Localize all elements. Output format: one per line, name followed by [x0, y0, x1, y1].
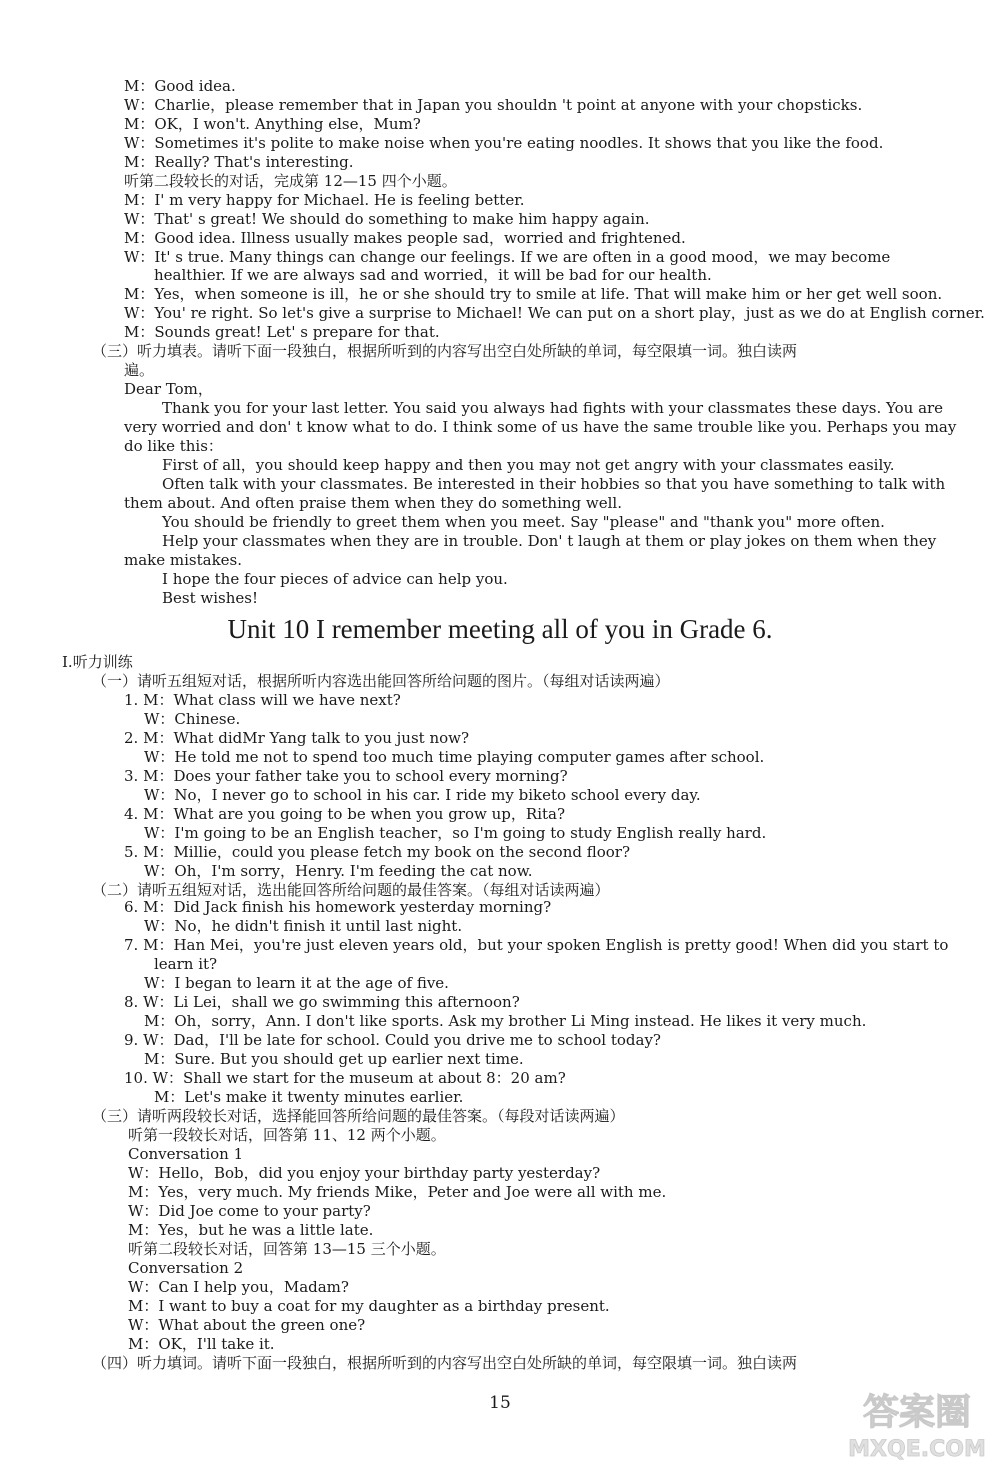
text-line: First of all，you should keep happy and then you may not get angry with your classmates easily. [162, 456, 895, 474]
text-line: 7. M：Han Mei，you're just eleven years old，but your spoken English is pretty good! When did you start to [124, 936, 949, 954]
text-line: M：OK，I'll take it. [128, 1335, 275, 1353]
text-line: 听第一段较长对话，回答第 11、12 两个小题。 [128, 1126, 446, 1144]
text-line: W：I'm going to be an English teacher，so I'm going to study English really hard. [144, 824, 767, 842]
text-line: M：Yes，very much. My friends Mike，Peter and Joe were all with me. [128, 1183, 667, 1201]
text-line: 9. W：Dad，I'll be late for school. Could you drive me to school today? [124, 1031, 661, 1049]
text-line: 遍。 [124, 361, 155, 379]
text-line: 2. M：What didMr Yang talk to you just now? [124, 729, 470, 747]
text-line: （四）听力填词。请听下面一段独白，根据所听到的内容写出空白处所缺的单词，每空限填一词。独白读两 [92, 1354, 798, 1372]
text-line: Thank you for your last letter. You said you always had fights with your classmates these days. You are [162, 399, 944, 417]
text-line: them about. And often praise them when they do something well. [124, 494, 622, 512]
text-line: very worried and don' t know what to do. I think some of us have the same trouble like you. Perhaps you may [124, 418, 957, 436]
text-line: W：No，he didn't finish it until last night. [144, 917, 463, 935]
text-line: W：You' re right. So let's give a surprise to Michael! We can put on a short play，just as we do at English corner. [124, 304, 985, 322]
text-line: W：Can I help you，Madam? [128, 1278, 349, 1296]
text-line: 听第二段较长的对话，完成第 12—15 四个小题。 [124, 172, 457, 190]
watermark-logo-glyphs: 答案圈 [862, 1392, 972, 1433]
text-line: 6. M：Did Jack finish his homework yesterday morning? [124, 898, 552, 916]
text-line: 1. M：What class will we have next? [124, 691, 401, 709]
text-line: （三）听力填表。请听下面一段独白，根据所听到的内容写出空白处所缺的单词，每空限填一词。独白读两 [92, 342, 798, 360]
text-line: I hope the four pieces of advice can help you. [162, 570, 508, 588]
text-line: W：It' s true. Many things can change our feelings. If we are often in a good mood，we may become [124, 248, 891, 266]
text-line: Dear Tom， [124, 380, 213, 398]
text-line: M：Yes，but he was a little late. [128, 1221, 374, 1239]
text-line: W：Charlie，please remember that in Japan you shouldn 't point at anyone with your chopsticks. [124, 96, 863, 114]
text-line: W：That' s great! We should do something to make him happy again. [124, 210, 650, 228]
text-line: M：Good idea. [124, 77, 236, 95]
text-line: M：Good idea. Illness usually makes people sad，worried and frightened. [124, 229, 686, 247]
text-line: You should be friendly to greet them when you meet. Say "please" and "thank you" more often. [162, 513, 885, 531]
text-line: Help your classmates when they are in trouble. Don' t laugh at them or play jokes on them when they [162, 532, 937, 550]
text-line: Best wishes! [162, 589, 258, 607]
unit-title: Unit 10 I remember meeting all of you in Grade 6. [227, 614, 773, 644]
text-line: （一）请听五组短对话，根据所听内容选出能回答所给问题的图片。（每组对话读两遍） [92, 672, 670, 690]
text-line: W：Did Joe come to your party? [128, 1202, 371, 1220]
text-line: M：I want to buy a coat for my daughter as a birthday present. [128, 1297, 610, 1315]
text-line: do like this： [124, 437, 223, 455]
text-line: W：Sometimes it's polite to make noise when you're eating noodles. It shows that you like the food. [124, 134, 884, 152]
text-line: Ⅰ.听力训练 [62, 653, 133, 671]
text-line: W：No，I never go to school in his car. I ride my biketo school every day. [144, 786, 701, 804]
text-line: W：He told me not to spend too much time playing computer games after school. [144, 748, 765, 766]
watermark-logo-url: MXQE.COM [848, 1437, 986, 1462]
text-line: W：Oh，I'm sorry，Henry. I'm feeding the cat now. [144, 862, 533, 880]
text-line: M：Really? That's interesting. [124, 153, 354, 171]
text-line: M：Sure. But you should get up earlier next time. [144, 1050, 524, 1068]
text-line: W：Chinese. [144, 710, 241, 728]
text-line: M：Sounds great! Let' s prepare for that. [124, 323, 440, 341]
text-line: 10. W：Shall we start for the museum at about 8：20 am? [124, 1069, 566, 1087]
text-line: M：Let's make it twenty minutes earlier. [154, 1088, 464, 1106]
text-line: Conversation 2 [128, 1259, 244, 1277]
text-line: 3. M：Does your father take you to school every morning? [124, 767, 568, 785]
text-line: 8. W：Li Lei，shall we go swimming this afternoon? [124, 993, 520, 1011]
text-line: make mistakes. [124, 551, 243, 569]
watermark-logo [842, 1378, 992, 1466]
text-line: W：Hello，Bob，did you enjoy your birthday party yesterday? [128, 1164, 601, 1182]
text-line: M：OK，I won't. Anything else，Mum? [124, 115, 421, 133]
text-line: （二）请听五组短对话，选出能回答所给问题的最佳答案。（每组对话读两遍） [92, 881, 610, 899]
text-line: W：What about the green one? [128, 1316, 366, 1334]
text-line: M：Yes，when someone is ill，he or she should try to smile at life. That will make him or her get well soon. [124, 285, 943, 303]
text-line: learn it? [154, 955, 218, 973]
text-line: M：I' m very happy for Michael. He is feeling better. [124, 191, 525, 209]
text-line: Often talk with your classmates. Be interested in their hobbies so that you have something to talk with [162, 475, 946, 493]
text-line: 听第二段较长对话，回答第 13—15 三个小题。 [128, 1240, 446, 1258]
text-line: 5. M：Millie，could you please fetch my book on the second floor? [124, 843, 631, 861]
page-number: 15 [489, 1393, 511, 1413]
text-line: healthier. If we are always sad and worried，it will be bad for our health. [154, 266, 712, 284]
text-line: 4. M：What are you going to be when you grow up，Rita? [124, 805, 565, 823]
text-line: W：I began to learn it at the age of five. [144, 974, 449, 992]
text-line: M：Oh，sorry，Ann. I don't like sports. Ask my brother Li Ming instead. He likes it very much. [144, 1012, 867, 1030]
text-line: Conversation 1 [128, 1145, 244, 1163]
text-line: （三）请听两段较长对话，选择能回答所给问题的最佳答案。（每段对话读两遍） [92, 1107, 625, 1125]
